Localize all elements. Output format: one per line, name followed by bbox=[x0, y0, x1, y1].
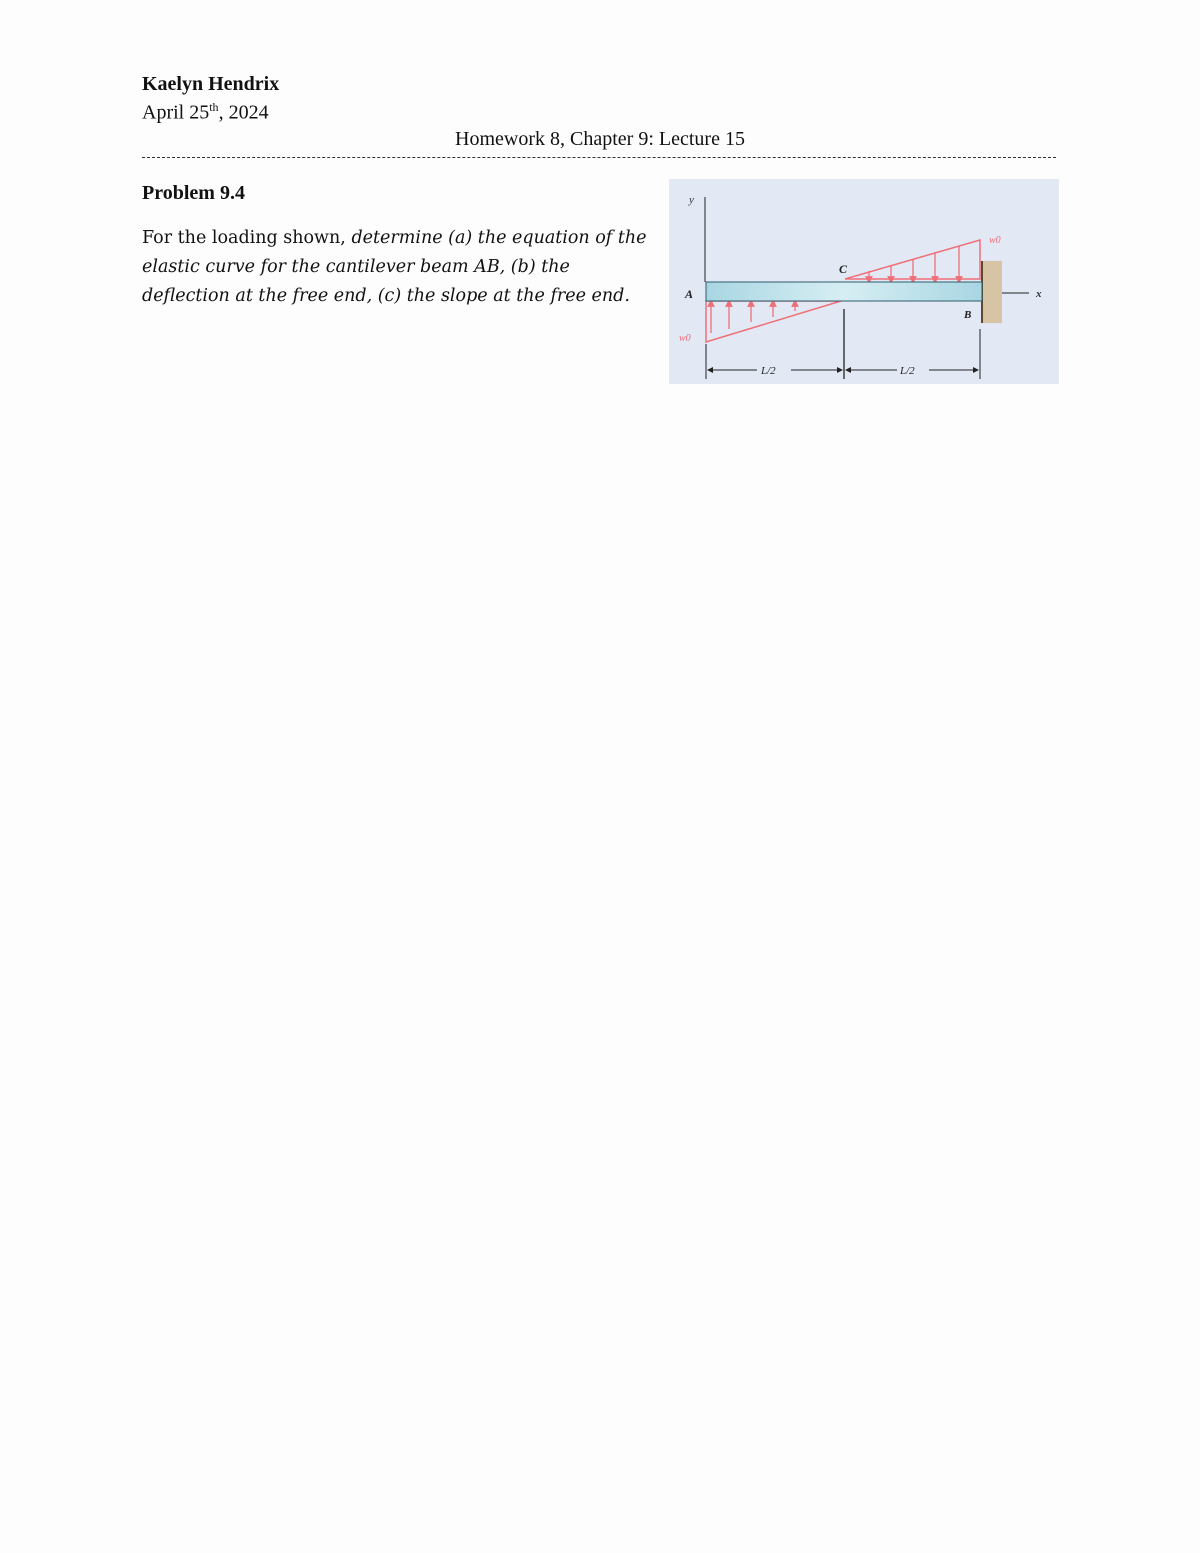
beam-diagram bbox=[669, 179, 1059, 384]
load-label-left: w0 bbox=[679, 333, 691, 344]
point-b-label: B bbox=[964, 309, 972, 321]
problem-statement bbox=[142, 224, 652, 311]
point-a-label: A bbox=[685, 287, 694, 301]
submission-date bbox=[142, 100, 269, 125]
point-c-label: C bbox=[839, 262, 848, 276]
problem-intro: For the loading shown, bbox=[142, 228, 352, 248]
dim-label-left: L/2 bbox=[761, 365, 776, 377]
fixed-support-wall bbox=[982, 261, 1002, 323]
author-name: Kaelyn Hendrix bbox=[142, 73, 280, 95]
x-axis-label: x bbox=[1036, 288, 1042, 300]
cantilever-beam bbox=[706, 282, 982, 301]
date-year: , 2024 bbox=[218, 101, 269, 124]
date-ordinal: th bbox=[209, 100, 219, 114]
dim-label-right: L/2 bbox=[900, 365, 915, 377]
load-label-right: w0 bbox=[989, 235, 1001, 246]
homework-title: Homework 8, Chapter 9: Lecture 15 bbox=[455, 128, 745, 150]
y-axis-label: y bbox=[689, 194, 694, 206]
dashed-divider bbox=[142, 157, 1056, 158]
problem-title: Problem 9.4 bbox=[142, 182, 245, 204]
problem-question: determine (a) the equation of the elastic curve for the cantilever beam AB, (b) the deflection at the free end, (c) the slope at the free end. bbox=[142, 228, 647, 306]
date-month-day: April 25 bbox=[142, 101, 210, 124]
beam-figure bbox=[669, 179, 1059, 384]
